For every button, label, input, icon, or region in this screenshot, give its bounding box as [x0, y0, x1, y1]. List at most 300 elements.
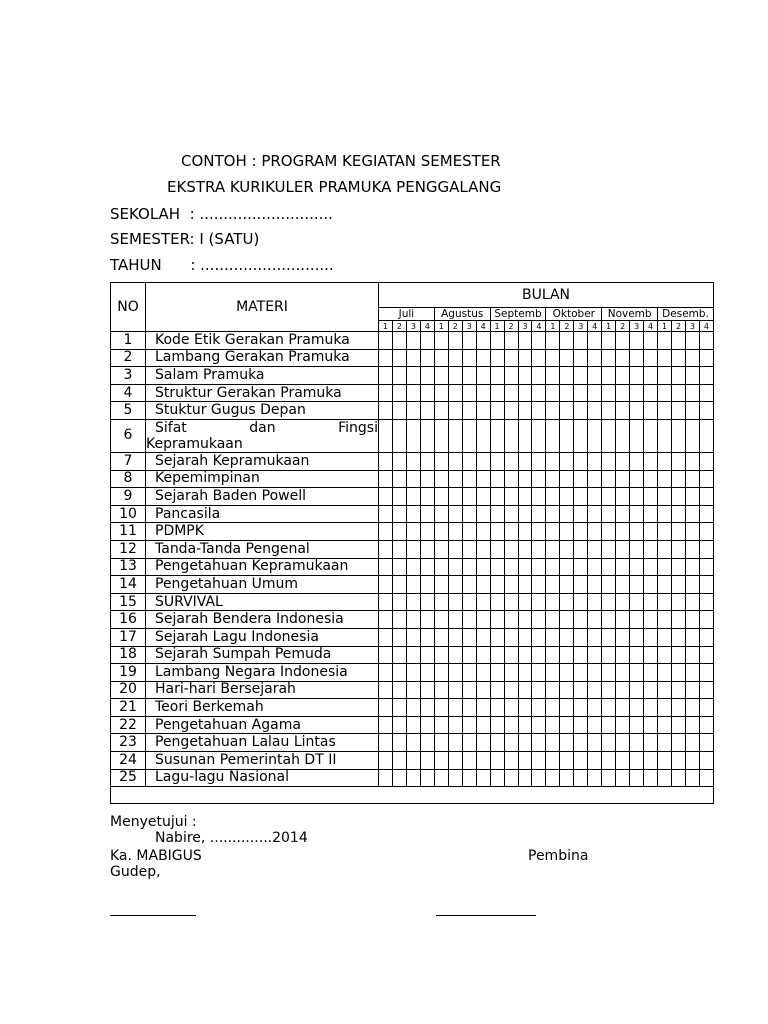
schedule-cell — [379, 628, 393, 646]
row-number: 16 — [111, 611, 146, 629]
schedule-cell — [546, 611, 560, 629]
row-number: 18 — [111, 646, 146, 664]
schedule-cell — [462, 611, 476, 629]
schedule-cell — [672, 505, 686, 523]
schedule-cell — [406, 734, 420, 752]
schedule-cell — [672, 593, 686, 611]
schedule-cell — [699, 384, 713, 402]
schedule-cell — [685, 505, 699, 523]
schedule-cell — [379, 523, 393, 541]
schedule-cell — [490, 716, 504, 734]
schedule-cell — [406, 681, 420, 699]
schedule-cell — [574, 349, 588, 367]
schedule-cell — [490, 576, 504, 594]
left-signatory-title: Ka. MABIGUS — [110, 848, 202, 864]
schedule-cell — [532, 523, 546, 541]
schedule-cell — [616, 402, 630, 420]
schedule-cell — [532, 611, 546, 629]
table-row — [111, 419, 714, 452]
schedule-cell — [658, 628, 672, 646]
table-row — [111, 470, 714, 488]
schedule-cell — [392, 419, 406, 452]
schedule-cell — [448, 558, 462, 576]
table-row — [111, 716, 714, 734]
schedule-cell — [546, 558, 560, 576]
table-row — [111, 628, 714, 646]
schedule-cell — [448, 681, 462, 699]
table-row — [111, 540, 714, 558]
schedule-cell — [658, 402, 672, 420]
row-materi: Kode Etik Gerakan Pramuka — [146, 332, 379, 350]
schedule-cell — [504, 593, 518, 611]
schedule-cell — [518, 611, 532, 629]
schedule-cell — [448, 332, 462, 350]
schedule-cell — [434, 646, 448, 664]
schedule-cell — [476, 593, 490, 611]
schedule-cell — [560, 488, 574, 506]
schedule-cell — [644, 628, 658, 646]
schedule-cell — [644, 384, 658, 402]
schedule-cell — [560, 419, 574, 452]
schedule-cell — [658, 593, 672, 611]
schedule-cell — [406, 470, 420, 488]
schedule-cell — [462, 488, 476, 506]
schedule-cell — [685, 716, 699, 734]
schedule-cell — [462, 540, 476, 558]
schedule-cell — [560, 576, 574, 594]
schedule-cell — [588, 402, 602, 420]
schedule-cell — [630, 349, 644, 367]
schedule-cell — [434, 558, 448, 576]
schedule-cell — [406, 540, 420, 558]
schedule-cell — [602, 769, 616, 787]
schedule-cell — [560, 734, 574, 752]
schedule-cell — [518, 488, 532, 506]
schedule-cell — [406, 505, 420, 523]
row-materi: Sejarah Sumpah Pemuda — [146, 646, 379, 664]
schedule-cell — [504, 734, 518, 752]
schedule-cell — [504, 769, 518, 787]
row-materi: Stuktur Gugus Depan — [146, 402, 379, 420]
materi-word: Fingsi — [338, 419, 378, 436]
schedule-cell — [574, 664, 588, 682]
schedule-cell — [406, 419, 420, 452]
schedule-cell — [532, 593, 546, 611]
schedule-cell — [560, 699, 574, 717]
schedule-cell — [392, 752, 406, 770]
schedule-cell — [448, 384, 462, 402]
schedule-cell — [420, 576, 434, 594]
schedule-cell — [616, 505, 630, 523]
schedule-cell — [602, 540, 616, 558]
schedule-cell — [476, 576, 490, 594]
schedule-cell — [434, 419, 448, 452]
schedule-cell — [462, 419, 476, 452]
schedule-cell — [672, 470, 686, 488]
schedule-cell — [476, 419, 490, 452]
schedule-cell — [434, 611, 448, 629]
schedule-cell — [658, 384, 672, 402]
schedule-cell — [504, 681, 518, 699]
schedule-cell — [616, 470, 630, 488]
schedule-cell — [490, 523, 504, 541]
schedule-cell — [504, 576, 518, 594]
document-title-line2: EKSTRA KURIKULER PRAMUKA PENGGALANG — [167, 178, 502, 196]
week-header: 4 — [532, 321, 546, 332]
schedule-cell — [685, 488, 699, 506]
row-materi: Kepemimpinan — [146, 470, 379, 488]
schedule-cell — [699, 769, 713, 787]
schedule-cell — [630, 505, 644, 523]
row-number: 9 — [111, 488, 146, 506]
schedule-cell — [658, 769, 672, 787]
schedule-cell — [490, 593, 504, 611]
schedule-cell — [448, 349, 462, 367]
schedule-cell — [588, 558, 602, 576]
schedule-cell — [379, 611, 393, 629]
schedule-cell — [574, 540, 588, 558]
schedule-cell — [672, 332, 686, 350]
schedule-cell — [685, 558, 699, 576]
week-header: 1 — [379, 321, 393, 332]
schedule-cell — [462, 716, 476, 734]
schedule-cell — [685, 523, 699, 541]
schedule-cell — [490, 540, 504, 558]
schedule-cell — [685, 349, 699, 367]
schedule-cell — [574, 488, 588, 506]
schedule-cell — [518, 419, 532, 452]
schedule-cell — [672, 646, 686, 664]
schedule-cell — [518, 681, 532, 699]
header-materi: MATERI — [146, 283, 379, 332]
schedule-cell — [672, 628, 686, 646]
schedule-cell — [532, 628, 546, 646]
schedule-cell — [406, 488, 420, 506]
schedule-cell — [658, 419, 672, 452]
schedule-cell — [658, 611, 672, 629]
schedule-cell — [685, 628, 699, 646]
schedule-cell — [392, 505, 406, 523]
schedule-cell — [434, 540, 448, 558]
schedule-cell — [392, 402, 406, 420]
schedule-cell — [546, 664, 560, 682]
table-row — [111, 402, 714, 420]
schedule-cell — [685, 367, 699, 385]
schedule-cell — [588, 367, 602, 385]
schedule-cell — [448, 540, 462, 558]
week-header: 3 — [462, 321, 476, 332]
schedule-cell — [420, 558, 434, 576]
schedule-cell — [379, 452, 393, 470]
schedule-cell — [644, 367, 658, 385]
schedule-cell — [379, 540, 393, 558]
schedule-cell — [685, 384, 699, 402]
schedule-cell — [532, 384, 546, 402]
schedule-cell — [699, 540, 713, 558]
schedule-cell — [630, 752, 644, 770]
schedule-cell — [574, 384, 588, 402]
schedule-cell — [588, 419, 602, 452]
schedule-cell — [602, 367, 616, 385]
schedule-cell — [546, 734, 560, 752]
schedule-cell — [448, 576, 462, 594]
schedule-cell — [588, 488, 602, 506]
schedule-cell — [602, 716, 616, 734]
schedule-cell — [672, 716, 686, 734]
schedule-cell — [699, 367, 713, 385]
month-header: Desemb. — [658, 308, 714, 321]
schedule-cell — [476, 646, 490, 664]
schedule-cell — [602, 349, 616, 367]
schedule-cell — [588, 716, 602, 734]
schedule-cell — [616, 349, 630, 367]
row-number: 25 — [111, 769, 146, 787]
schedule-cell — [518, 452, 532, 470]
row-materi: PDMPK — [146, 523, 379, 541]
schedule-cell — [532, 699, 546, 717]
schedule-cell — [420, 593, 434, 611]
schedule-cell — [616, 452, 630, 470]
school-field: SEKOLAH : ............................ — [110, 205, 333, 223]
schedule-cell — [406, 593, 420, 611]
schedule-cell — [504, 628, 518, 646]
schedule-cell — [448, 452, 462, 470]
schedule-cell — [546, 523, 560, 541]
materi-word: Sifat — [155, 419, 187, 436]
schedule-cell — [699, 558, 713, 576]
schedule-cell — [379, 488, 393, 506]
month-header: Septemb — [490, 308, 546, 321]
schedule-cell — [420, 611, 434, 629]
schedule-cell — [532, 681, 546, 699]
schedule-cell — [602, 488, 616, 506]
week-header: 2 — [672, 321, 686, 332]
schedule-cell — [392, 452, 406, 470]
schedule-cell — [546, 419, 560, 452]
schedule-cell — [672, 576, 686, 594]
schedule-cell — [588, 384, 602, 402]
schedule-cell — [588, 452, 602, 470]
schedule-cell — [644, 558, 658, 576]
schedule-cell — [448, 699, 462, 717]
materi-word: dan — [249, 419, 276, 436]
schedule-cell — [434, 628, 448, 646]
schedule-cell — [392, 734, 406, 752]
schedule-cell — [602, 384, 616, 402]
schedule-cell — [406, 752, 420, 770]
schedule-cell — [392, 628, 406, 646]
table-row — [111, 488, 714, 506]
schedule-cell — [574, 419, 588, 452]
schedule-cell — [672, 664, 686, 682]
schedule-cell — [379, 646, 393, 664]
schedule-cell — [434, 470, 448, 488]
schedule-cell — [392, 367, 406, 385]
schedule-cell — [504, 716, 518, 734]
place-date: Nabire, ..............2014 — [155, 830, 308, 846]
schedule-cell — [532, 402, 546, 420]
schedule-cell — [420, 769, 434, 787]
schedule-cell — [560, 523, 574, 541]
approval-label: Menyetujui : — [110, 814, 197, 830]
week-header: 4 — [644, 321, 658, 332]
schedule-cell — [518, 716, 532, 734]
schedule-cell — [448, 664, 462, 682]
month-header: Agustus — [434, 308, 490, 321]
schedule-cell — [434, 593, 448, 611]
schedule-cell — [406, 769, 420, 787]
row-materi: Pengetahuan Umum — [146, 576, 379, 594]
schedule-cell — [588, 664, 602, 682]
schedule-cell — [476, 367, 490, 385]
schedule-cell — [434, 769, 448, 787]
schedule-cell — [644, 752, 658, 770]
schedule-cell — [448, 593, 462, 611]
schedule-cell — [630, 332, 644, 350]
schedule-cell — [392, 681, 406, 699]
table-row — [111, 523, 714, 541]
schedule-cell — [644, 402, 658, 420]
schedule-cell — [699, 611, 713, 629]
schedule-cell — [588, 523, 602, 541]
semester-field: SEMESTER: I (SATU) — [110, 230, 260, 248]
schedule-cell — [490, 681, 504, 699]
schedule-cell — [602, 505, 616, 523]
schedule-cell — [672, 769, 686, 787]
schedule-cell — [644, 576, 658, 594]
schedule-cell — [476, 681, 490, 699]
schedule-cell — [392, 332, 406, 350]
schedule-cell — [392, 540, 406, 558]
schedule-cell — [504, 611, 518, 629]
row-number: 2 — [111, 349, 146, 367]
schedule-cell — [644, 488, 658, 506]
schedule-cell — [616, 646, 630, 664]
schedule-cell — [462, 699, 476, 717]
schedule-cell — [644, 734, 658, 752]
schedule-cell — [658, 488, 672, 506]
schedule-cell — [420, 646, 434, 664]
schedule-cell — [630, 734, 644, 752]
schedule-cell — [588, 576, 602, 594]
schedule-cell — [448, 628, 462, 646]
schedule-cell — [602, 646, 616, 664]
week-header: 2 — [616, 321, 630, 332]
schedule-cell — [518, 349, 532, 367]
row-materi: Salam Pramuka — [146, 367, 379, 385]
schedule-cell — [546, 699, 560, 717]
schedule-cell — [685, 332, 699, 350]
schedule-cell — [616, 384, 630, 402]
schedule-cell — [672, 349, 686, 367]
schedule-cell — [672, 488, 686, 506]
schedule-cell — [574, 752, 588, 770]
schedule-cell — [518, 470, 532, 488]
schedule-cell — [658, 349, 672, 367]
schedule-cell — [616, 699, 630, 717]
schedule-cell — [602, 611, 616, 629]
schedule-cell — [699, 646, 713, 664]
schedule-cell — [560, 402, 574, 420]
schedule-cell — [699, 349, 713, 367]
row-materi: Sejarah Kepramukaan — [146, 452, 379, 470]
schedule-cell — [532, 349, 546, 367]
schedule-cell — [448, 470, 462, 488]
schedule-cell — [532, 576, 546, 594]
schedule-cell — [462, 367, 476, 385]
schedule-cell — [560, 470, 574, 488]
schedule-cell — [448, 769, 462, 787]
row-materi: Sejarah Baden Powell — [146, 488, 379, 506]
table-row — [111, 332, 714, 350]
week-header: 1 — [434, 321, 448, 332]
schedule-cell — [699, 452, 713, 470]
schedule-cell — [379, 470, 393, 488]
schedule-cell — [448, 752, 462, 770]
schedule-cell — [546, 628, 560, 646]
schedule-cell — [602, 419, 616, 452]
schedule-cell — [490, 505, 504, 523]
schedule-cell — [379, 332, 393, 350]
document-title-line1: CONTOH : PROGRAM KEGIATAN SEMESTER — [181, 152, 501, 170]
schedule-cell — [420, 734, 434, 752]
schedule-cell — [392, 769, 406, 787]
schedule-cell — [392, 488, 406, 506]
schedule-cell — [504, 523, 518, 541]
schedule-cell — [602, 576, 616, 594]
schedule-cell — [658, 558, 672, 576]
schedule-cell — [379, 505, 393, 523]
schedule-cell — [518, 523, 532, 541]
row-number: 19 — [111, 664, 146, 682]
schedule-cell — [420, 699, 434, 717]
week-header: 1 — [602, 321, 616, 332]
schedule-cell — [546, 540, 560, 558]
schedule-cell — [462, 734, 476, 752]
schedule-cell — [532, 452, 546, 470]
table-row — [111, 367, 714, 385]
schedule-cell — [518, 576, 532, 594]
schedule-cell — [379, 769, 393, 787]
schedule-cell — [560, 611, 574, 629]
schedule-cell — [546, 332, 560, 350]
schedule-cell — [420, 628, 434, 646]
schedule-cell — [574, 734, 588, 752]
schedule-cell — [518, 699, 532, 717]
schedule-cell — [490, 752, 504, 770]
schedule-cell — [504, 402, 518, 420]
schedule-cell — [602, 523, 616, 541]
schedule-cell — [546, 488, 560, 506]
schedule-cell — [588, 769, 602, 787]
schedule-cell — [560, 646, 574, 664]
schedule-cell — [462, 628, 476, 646]
schedule-cell — [420, 540, 434, 558]
schedule-cell — [504, 332, 518, 350]
schedule-cell — [476, 540, 490, 558]
row-number: 15 — [111, 593, 146, 611]
schedule-cell — [448, 402, 462, 420]
schedule-cell — [699, 664, 713, 682]
schedule-cell — [658, 452, 672, 470]
schedule-cell — [574, 402, 588, 420]
schedule-cell — [448, 734, 462, 752]
schedule-cell — [392, 646, 406, 664]
schedule-cell — [574, 716, 588, 734]
schedule-cell — [392, 349, 406, 367]
schedule-cell — [462, 558, 476, 576]
schedule-cell — [434, 488, 448, 506]
